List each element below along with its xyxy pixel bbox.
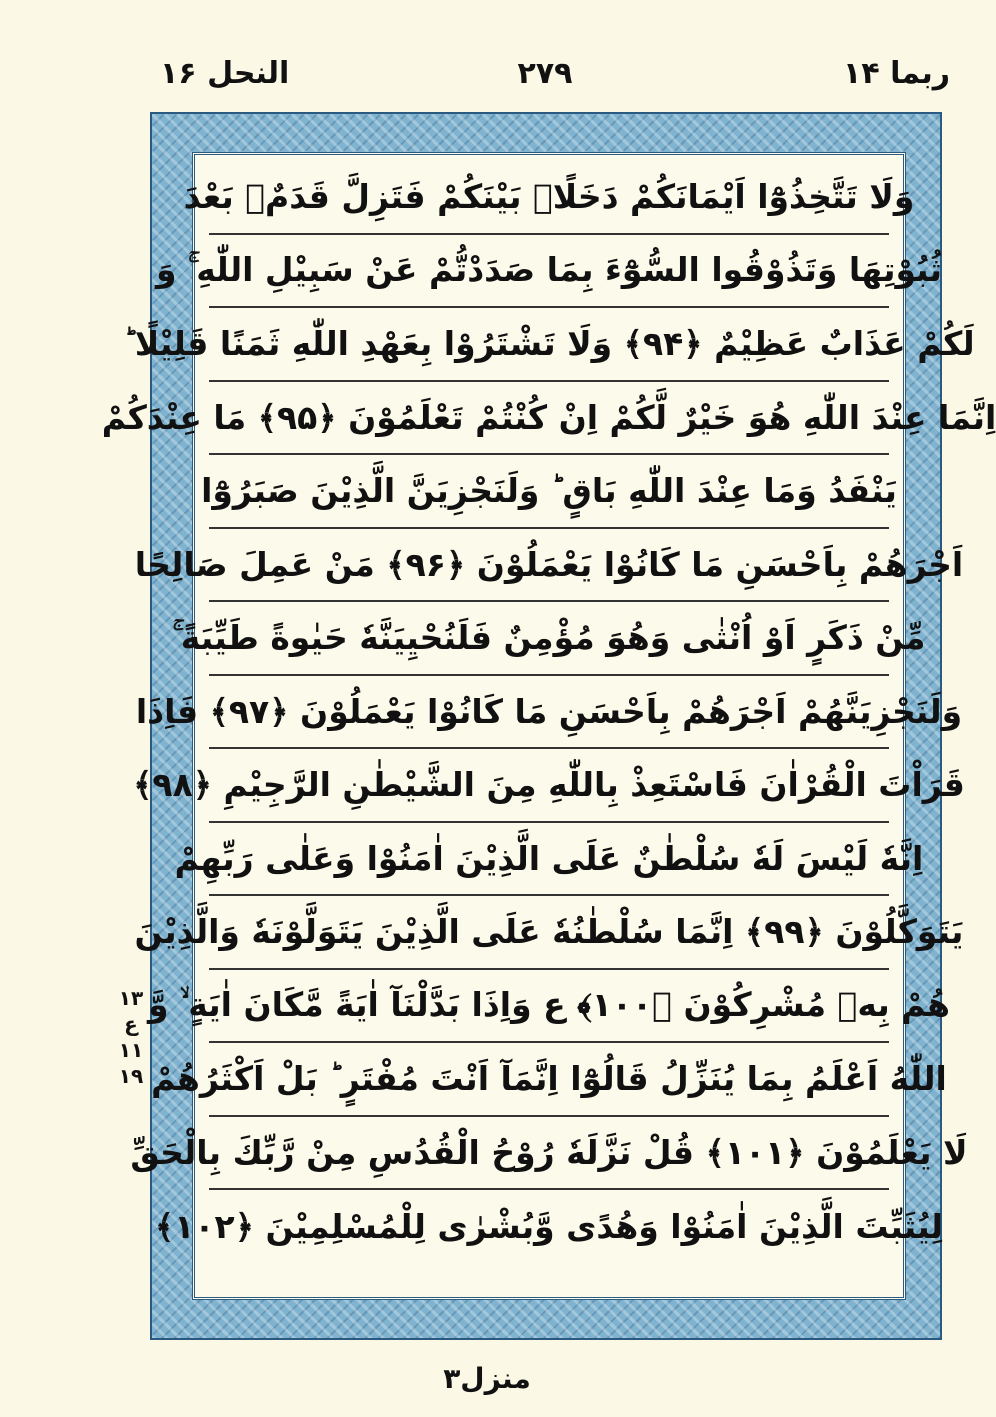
verse-line: لِیُثَبِّتَ الَّذِیْنَ اٰمَنُوْا وَهُدًى وَّبُشْرٰى لِلْمُسْلِمِیْنَ ﴿۱۰۲﴾	[154, 1207, 944, 1247]
verse-line: اللّٰهُ اَعْلَمُ بِمَا یُنَزِّلُ قَالُوْٓا اِنَّمَآ اَنْتَ مُفْتَرٍ ؕ بَلْ اَكْثَرُهُمْ	[209, 1043, 889, 1117]
verse-line: وَلَا تَتَّخِذُوْٓا اَیْمَانَكُمْ دَخَلًاۢ بَیْنَكُمْ فَتَزِلَّ قَدَمٌۢ بَعْدَ	[209, 161, 889, 235]
verse-line: لَكُمْ عَذَابٌ عَظِیْمٌ ﴿۹۴﴾ وَلَا تَشْتَرُوْا بِعَهْدِ اللّٰهِ ثَمَنًا قَلِیْلًا ؕ	[209, 308, 889, 382]
verse-line: اَجْرَهُمْ بِاَحْسَنِ مَا كَانُوْا یَعْمَلُوْنَ ﴿۹۶﴾ مَنْ عَمِلَ صَالِحًا	[209, 529, 889, 603]
manzil-footer: منزل۳	[443, 1362, 531, 1395]
verse-line: قَرَاْتَ الْقُرْاٰنَ فَاسْتَعِذْ بِاللّٰهِ مِنَ الشَّیْطٰنِ الرَّجِیْمِ ﴿۹۸﴾	[209, 749, 889, 823]
verse-line: اِنَّمَا عِنْدَ اللّٰهِ هُوَ خَیْرٌ لَّكُمْ اِنْ كُنْتُمْ تَعْلَمُوْنَ ﴿۹۵﴾ مَا عِنْدَكُمْ	[209, 382, 889, 456]
ruku-sign: ع	[124, 1012, 138, 1036]
surah-label: النحل ۱۶	[160, 56, 290, 91]
page-number: ۲۷۹	[517, 56, 573, 91]
ruku-count: ۱۱	[118, 1038, 144, 1062]
verse-line: یَتَوَكَّلُوْنَ ﴿۹۹﴾ اِنَّمَا سُلْطٰنُهٗ عَلَى الَّذِیْنَ یَتَوَلَّوْنَهٗ وَالَّذِیْنَ	[209, 896, 889, 970]
ruku-number: ۱۳	[118, 986, 144, 1010]
verse-line: اِنَّهٗ لَیْسَ لَهٗ سُلْطٰنٌ عَلَى الَّذِیْنَ اٰمَنُوْا وَعَلٰى رَبِّهِمْ	[209, 823, 889, 897]
ruku-margin-marker	[112, 985, 150, 1089]
verse-line: یَنْفَدُ وَمَا عِنْدَ اللّٰهِ بَاقٍ ؕ وَلَنَجْزِیَنَّ الَّذِیْنَ صَبَرُوْٓا	[209, 455, 889, 529]
verse-line: لَا یَعْلَمُوْنَ ﴿۱۰۱﴾ قُلْ نَزَّلَهٗ رُوْحُ الْقُدُسِ مِنْ رَّبِّكَ بِالْحَقِّ	[209, 1117, 889, 1191]
verse-line: ثُبُوْتِهَا وَتَذُوْقُوا السُّوْٓءَ بِمَا صَدَدْتُّمْ عَنْ سَبِیْلِ اللّٰهِ ۚ وَ	[209, 235, 889, 309]
ruku-total: ۱۹	[118, 1064, 144, 1088]
page-header	[150, 56, 950, 106]
verse-line: وَلَنَجْزِیَنَّهُمْ اَجْرَهُمْ بِاَحْسَنِ مَا كَانُوْا یَعْمَلُوْنَ ﴿۹۷﴾ فَاِذَا	[209, 676, 889, 750]
verse-line: هُمْ بِهٖ مُشْرِكُوْنَ ﴿۱۰۰﴾ ع وَاِذَا بَدَّلْنَآ اٰیَةً مَّكَانَ اٰیَةٍ ۙ وَّ	[209, 970, 889, 1044]
verse-line: مِّنْ ذَكَرٍ اَوْ اُنْثٰى وَهُوَ مُؤْمِنٌ فَلَنُحْیِیَنَّهٗ حَیٰوةً طَیِّبَةً ۚ	[209, 602, 889, 676]
juz-label: ربما ۱۴	[843, 56, 950, 91]
